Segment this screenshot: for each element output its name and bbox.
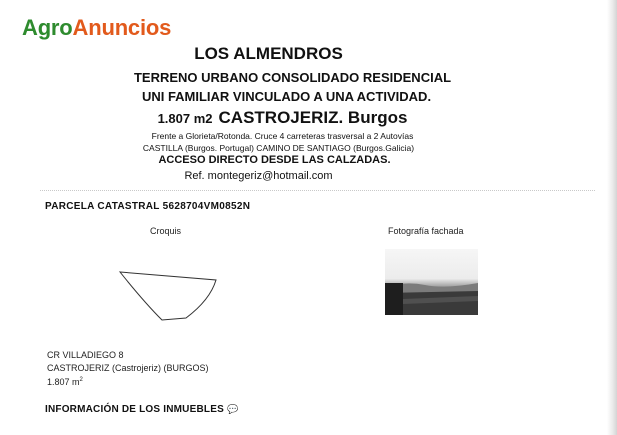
property-title: LOS ALMENDROS [194,44,343,63]
address-area-value: 1.807 m [47,377,80,387]
reference-email: Ref. montegeriz@hotmail.com [184,170,333,182]
heading-line-2: UNI FAMILIAR VINCULADO A UNA ACTIVIDAD. [141,89,432,104]
heading-line-3 [0,108,591,128]
logo-anuncios: Anuncios [72,15,172,40]
logo-agro: Agro [22,15,73,40]
speech-bubble-icon: 💬 [226,404,239,414]
address-area [47,377,83,387]
property-info-label: INFORMACIÓN DE LOS INMUEBLES [45,404,224,415]
photo-caption: Fotografía fachada [388,226,464,236]
address-street: CR VILLADIEGO 8 [47,350,124,360]
agroanuncios-logo [22,17,171,39]
croquis-caption: Croquis [150,226,182,236]
address-town: CASTROJERIZ (Castrojeriz) (BURGOS) [47,363,209,373]
parcel-sketch [118,266,218,326]
details-line-3: ACCESO DIRECTO DESDE LAS CALZADAS. [158,154,391,166]
facade-photo [385,249,478,315]
heading-place: CASTROJERIZ. Burgos [218,108,408,127]
heading-line-1: TERRENO URBANO CONSOLIDADO RESIDENCIAL [133,70,452,85]
details-line-1: Frente a Glorieta/Rotonda. Cruce 4 carreteras trasversal a 2 Autovías [151,131,414,141]
page-edge-shadow [607,0,617,435]
property-info-link[interactable] [45,404,238,415]
details-line-2: CASTILLA (Burgos. Portugal) CAMINO DE SANTIAGO (Burgos.Galicia) [142,143,415,153]
heading-area: 1.807 m2 [157,111,213,126]
cadastral-parcel: PARCELA CATASTRAL 5628704VM0852N [45,201,251,212]
address-area-unit-exponent: 2 [79,377,83,383]
dotted-divider [40,190,595,191]
